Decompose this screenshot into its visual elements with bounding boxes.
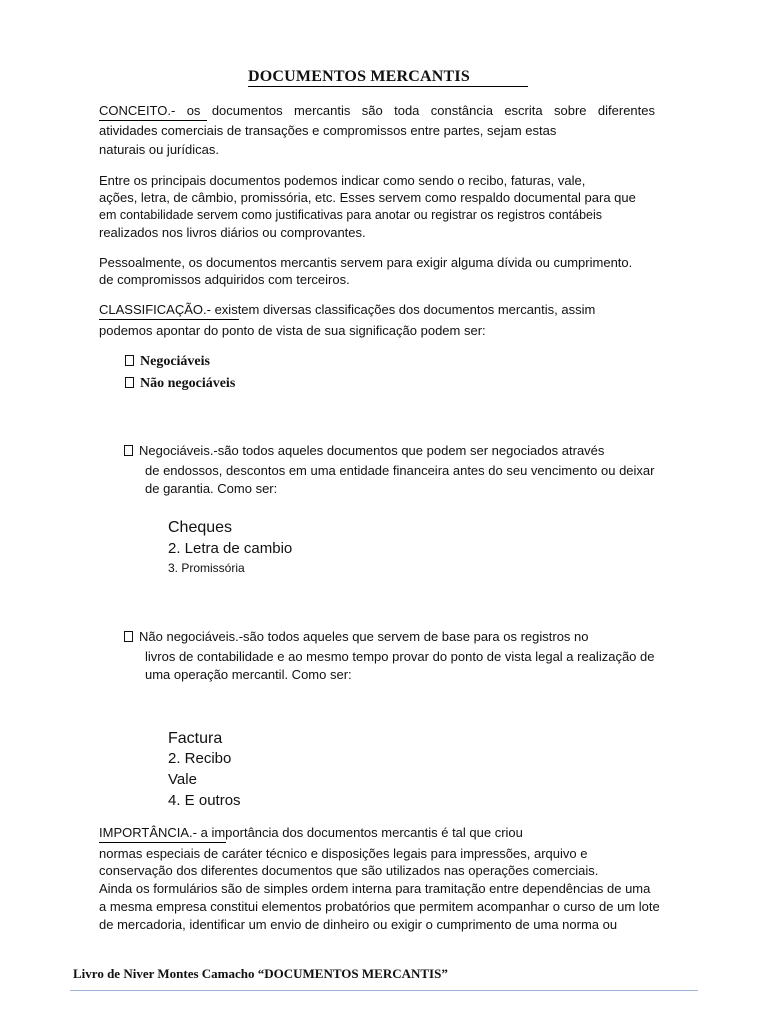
para1-line: ações, letra, de câmbio, promissória, etc. Esses servem como respaldo documental para que: [99, 190, 636, 205]
negociaveis-item: Cheques: [168, 519, 233, 536]
conceito-underline: [99, 120, 207, 121]
conceito-line-2: atividades comerciais de transações e compromissos entre partes, sejam estas: [99, 123, 557, 138]
importancia-line: de mercadoria, identificar um envio de dinheiro ou exigir o cumprimento de uma norma ou: [99, 917, 618, 932]
negociaveis-line: de garantia. Como ser:: [145, 481, 278, 496]
conceito-line-3: naturais ou jurídicas.: [99, 142, 219, 157]
nao-negociaveis-line: uma operação mercantil. Como ser:: [145, 667, 352, 682]
nao-negociaveis-line-1: Não negociáveis.-são todos aqueles que servem de base para os registros no: [124, 628, 589, 646]
para1-line: Entre os principais documentos podemos indicar como sendo o recibo, faturas, vale,: [99, 173, 586, 188]
nao-negociaveis-line: livros de contabilidade e ao mesmo tempo provar do ponto de vista legal a realização de: [145, 649, 655, 664]
para1-line: em contabilidade servem como justificativas para anotar ou registrar os registros contábeis: [99, 208, 603, 222]
classificacao-label: CLASSIFICAÇÃO.-: [99, 302, 211, 317]
classificacao-line-2: podemos apontar do ponto de vista de sua significação podem ser:: [99, 323, 486, 338]
conceito-label: CONCEITO.- os: [99, 103, 201, 118]
negociaveis-line-1: Negociáveis.-são todos aqueles documentos que podem ser negociados através: [124, 442, 604, 460]
classificacao-text: existem diversas classificações dos documentos mercantis, assim: [210, 302, 596, 317]
classificacao-underline: [99, 319, 239, 320]
checkbox-bullet-icon: [125, 377, 134, 388]
nao-negociaveis-item: 2. Recibo: [168, 750, 232, 767]
negociaveis-line: de endossos, descontos em uma entidade financeira antes do seu vencimento ou deixar: [145, 463, 655, 478]
checkbox-bullet-icon: [124, 445, 133, 456]
title-underline: [248, 86, 528, 87]
type-item: Negociáveis: [125, 354, 210, 370]
para2-line: Pessoalmente, os documentos mercantis servem para exigir alguma dívida ou cumprimento.: [99, 255, 633, 270]
conceito-line-1: [99, 102, 655, 120]
checkbox-bullet-icon: [124, 631, 133, 642]
negociaveis-item: 2. Letra de cambio: [168, 540, 293, 557]
importancia-line: a mesma empresa constitui elementos probatórios que permitem acompanhar o curso de um lote: [99, 899, 660, 914]
page-title: DOCUMENTOS MERCANTIS: [248, 68, 470, 85]
footer-rule: [70, 990, 698, 991]
importancia-line: Ainda os formulários são de simples ordem interna para tramitação entre dependências de uma: [99, 881, 651, 896]
para1-line: realizados nos livros diários ou comprovantes.: [99, 225, 366, 240]
classificacao-line-1: [99, 301, 595, 319]
para2-line: de compromissos adquiridos com terceiros.: [99, 272, 350, 287]
nao-negociaveis-item: Factura: [168, 730, 223, 747]
importancia-line-1: [99, 824, 523, 842]
importancia-label: IMPORTÂNCIA.-: [99, 825, 197, 840]
importancia-underline: [99, 842, 226, 843]
nao-negociaveis-item: Vale: [168, 771, 197, 788]
page-footer: Livro de Niver Montes Camacho “DOCUMENTOS MERCANTIS”: [73, 966, 448, 981]
negociaveis-item: 3. Promissória: [168, 561, 245, 575]
nao-negociaveis-item: 4. E outros: [168, 792, 241, 809]
type-item: Não negociáveis: [125, 376, 235, 392]
checkbox-bullet-icon: [125, 355, 134, 366]
importancia-text: a importância dos documentos mercantis é tal que criou: [197, 825, 523, 840]
importancia-line: conservação dos diferentes documentos que são utilizados nas operações comerciais.: [99, 863, 599, 878]
importancia-line: normas especiais de caráter técnico e disposições legais para impressões, arquivo e: [99, 846, 588, 861]
conceito-text: documentos mercantis são toda constância escrita sobre diferentes: [200, 103, 655, 118]
